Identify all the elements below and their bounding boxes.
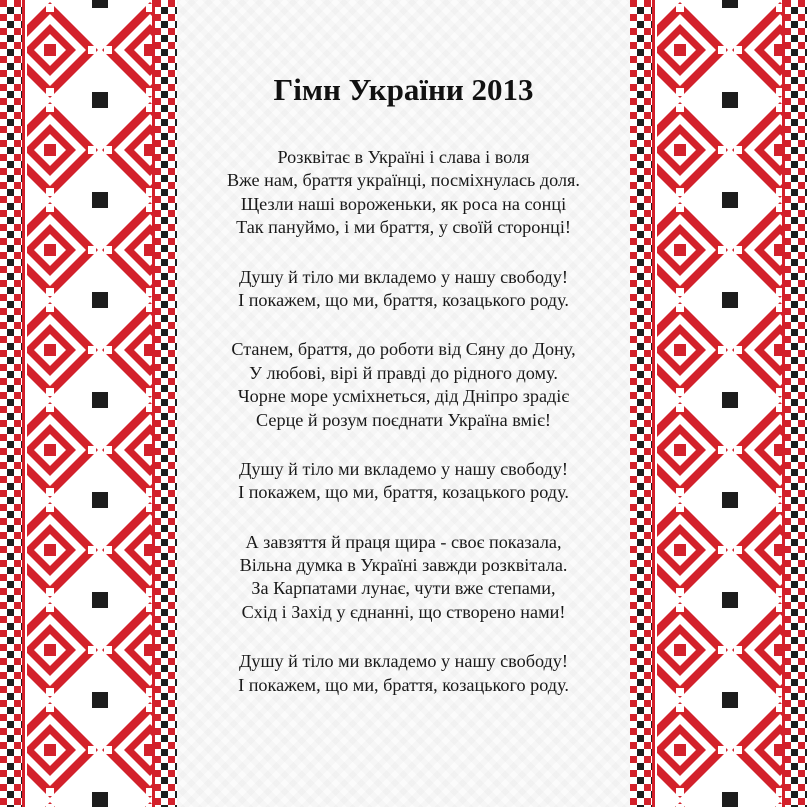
lyric-line: А завзяття й праця щира - своє показала,	[245, 531, 562, 552]
lyric-line: Вже нам, браття українці, посміхнулась доля.	[227, 170, 580, 191]
lyric-line: Душу й тіло ми вкладемо у нашу свободу!	[239, 266, 568, 287]
chorus	[0, 650, 807, 697]
lyric-line: Станем, браття, до роботи від Сяну до Дону,	[231, 339, 576, 360]
stanza	[0, 338, 807, 432]
lyric-line: Щезли наші вороженьки, як роса на сонці	[240, 193, 567, 214]
lyric-line: Душу й тіло ми вкладемо у нашу свободу!	[239, 651, 568, 672]
lyric-line: Душу й тіло ми вкладемо у нашу свободу!	[239, 458, 568, 479]
lyric-line: Чорне море усміхнеться, дід Дніпро зрадіє	[237, 386, 570, 407]
lyric-line: У любові, вірі й правді до рідного дому.	[249, 362, 558, 383]
lyric-line: За Карпатами лунає, чути вже степами,	[251, 578, 556, 599]
chorus	[0, 458, 807, 505]
lyric-line: І покажем, що ми, браття, козацького роду.	[238, 289, 569, 310]
lyric-line: Вільна думка в Україні завжди розквітала.	[239, 555, 568, 576]
lyric-line: Серце й розум поєднати Україна вміє!	[256, 409, 551, 430]
lyric-line: Схід і Захід у єднанні, що створено нами!	[241, 601, 566, 622]
stanza	[0, 531, 807, 625]
lyric-line: Розквітає в Україні і слава і воля	[277, 147, 530, 167]
lyric-line: І покажем, що ми, браття, козацького роду.	[238, 482, 569, 503]
page-title: Гімн України 2013	[273, 72, 534, 107]
lyric-line: Так пануймо, і ми браття, у своїй сторонці!	[236, 217, 571, 238]
chorus	[0, 266, 807, 313]
anthem-lyrics	[0, 146, 807, 723]
stanza	[0, 146, 807, 240]
lyric-line: І покажем, що ми, браття, козацького роду.	[238, 674, 569, 695]
